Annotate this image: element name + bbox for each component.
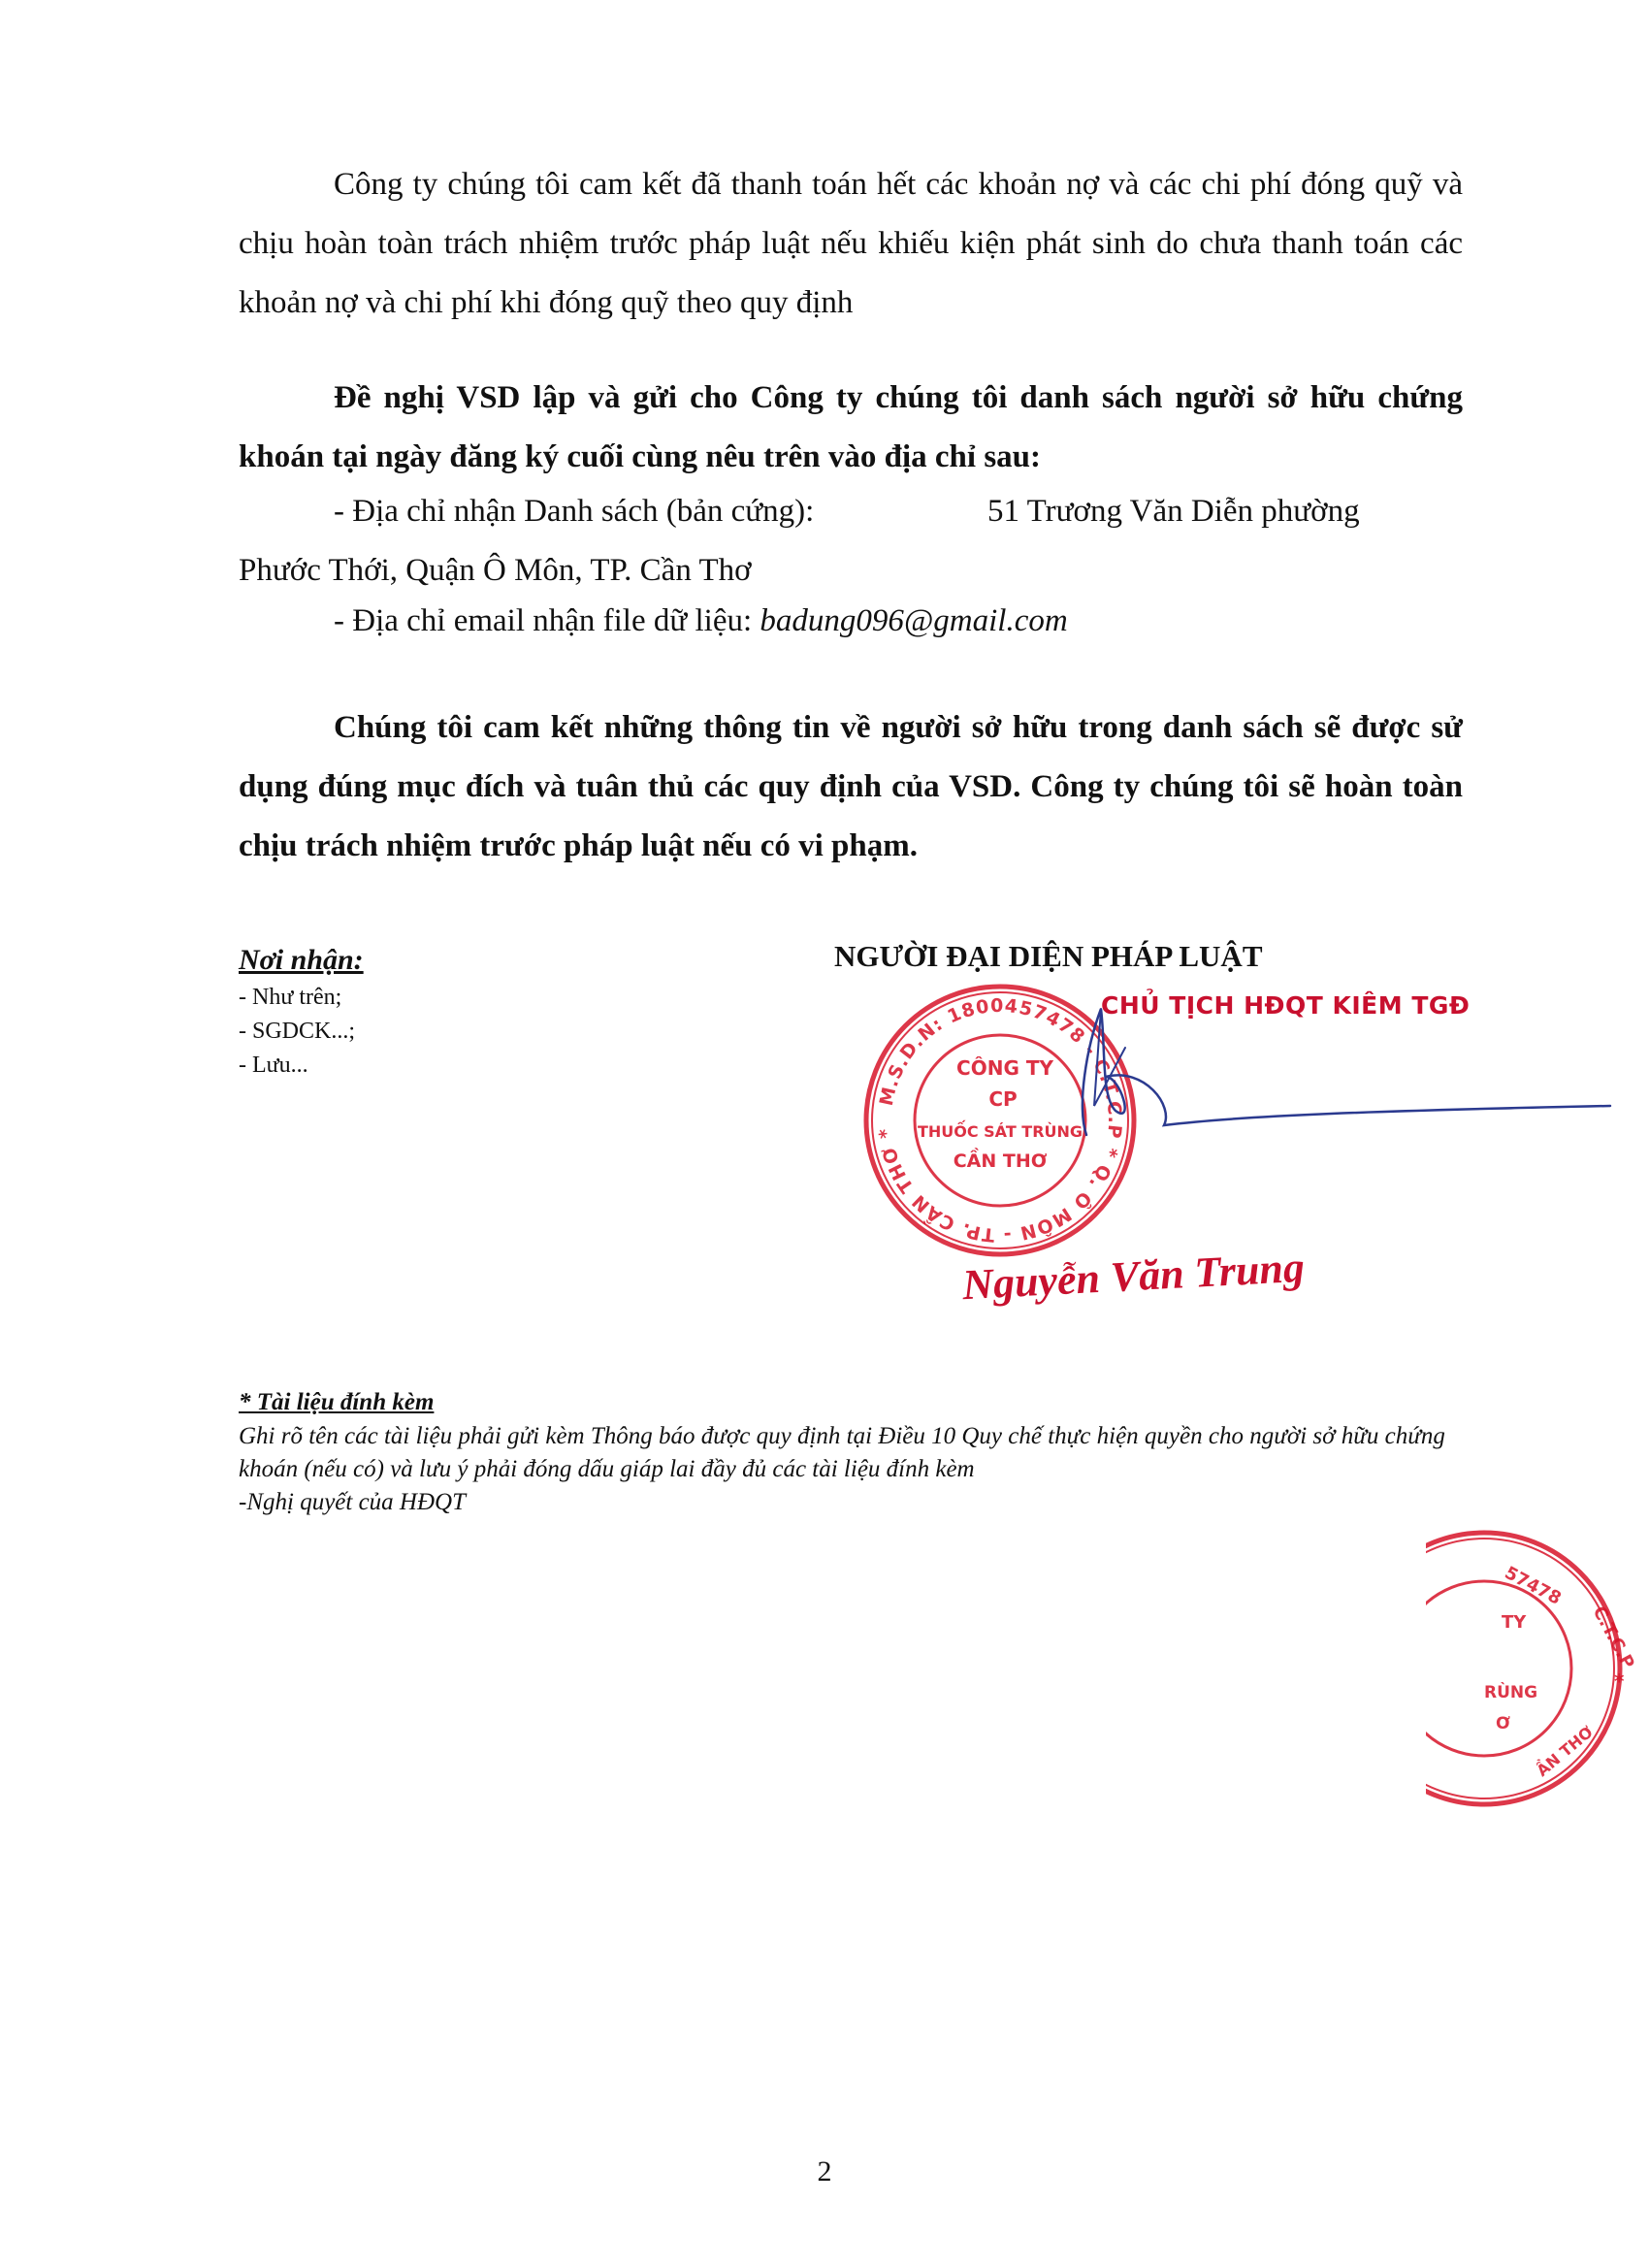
representative-role: CHỦ TỊCH HĐQT KIÊM TGĐ xyxy=(1101,991,1471,1020)
email-value: badung096@gmail.com xyxy=(760,603,1068,638)
svg-text:*: * xyxy=(1614,1669,1625,1693)
attachments-item: -Nghị quyết của HĐQT xyxy=(239,1489,466,1515)
stamp-line-company: CÔNG TY xyxy=(956,1056,1053,1080)
margin-seal-stamp xyxy=(1426,1504,1649,1833)
recipient-item: - SGDCK...; xyxy=(239,1019,356,1044)
svg-text:ẦN THƠ: ẦN THƠ xyxy=(1533,1722,1597,1781)
hardcopy-address-value-cont: Phước Thới, Quận Ô Môn, TP. Cần Thơ xyxy=(239,553,752,588)
page-number: 2 xyxy=(817,2155,832,2187)
svg-text:57478: 57478 xyxy=(1501,1562,1565,1609)
attachments-title: * Tài liệu đính kèm xyxy=(239,1389,435,1415)
signer-name: Nguyễn Văn Trung xyxy=(960,1243,1306,1310)
recipient-item: - Lưu... xyxy=(239,1053,308,1078)
stamp-line-name: THUỐC SÁT TRÙNG xyxy=(917,1122,1083,1141)
commitment-debts-paragraph: Công ty chúng tôi cam kết đã thanh toán hết các khoản nợ và các chi phí đóng quỹ và chịu hoàn toàn trách nhiệm trước pháp luật nếu khiếu kiện phát sinh do chưa thanh toán các khoản nợ và chi phí khi đóng quỹ theo quy định xyxy=(239,167,1463,320)
email-line xyxy=(334,592,1068,651)
commitment-usage-paragraph: Chúng tôi cam kết những thông tin về người sở hữu trong danh sách sẽ được sử dụng đúng mục đích và tuân thủ các quy định của VSD. Công ty chúng tôi sẽ hoàn toàn chịu trách nhiệm trước pháp luật nếu có vi phạm. xyxy=(239,710,1463,863)
svg-text:RÙNG: RÙNG xyxy=(1484,1683,1538,1702)
recipient-item: - Như trên; xyxy=(239,985,342,1010)
recipients-list xyxy=(239,981,355,1083)
legal-representative-title: NGƯỜI ĐẠI DIỆN PHÁP LUẬT xyxy=(834,939,1263,973)
svg-text:Ơ: Ơ xyxy=(1496,1714,1510,1733)
attachments-body xyxy=(239,1420,1471,1519)
stamp-line-cp: CP xyxy=(988,1087,1018,1111)
hardcopy-address-value: 51 Trương Văn Diễn phường xyxy=(987,494,1360,529)
attachments-description: Ghi rõ tên các tài liệu phải gửi kèm Thông báo được quy định tại Điều 10 Quy chế thực hiện quyền cho người sở hữu chứng khoán (nếu có) và lưu ý phải đóng dấu giáp lai đầy đủ các tài liệu đính kèm xyxy=(239,1423,1445,1482)
stamp-line-city: CẦN THƠ xyxy=(953,1150,1048,1172)
svg-text:C.T.C.P: C.T.C.P xyxy=(1588,1603,1638,1672)
hardcopy-address-label: - Địa chỉ nhận Danh sách (bản cứng): xyxy=(334,494,815,529)
handwritten-signature xyxy=(1009,989,1630,1193)
request-vsd-paragraph: Đề nghị VSD lập và gửi cho Công ty chúng tôi danh sách người sở hữu chứng khoán tại ngày đăng ký cuối cùng nêu trên vào địa chỉ sau: xyxy=(239,380,1463,474)
email-label: - Địa chỉ email nhận file dữ liệu: xyxy=(334,603,753,638)
recipients-title: Nơi nhận: xyxy=(239,944,364,976)
stamp-ring-text: M.S.D.N: 1800457478 - C.T.C.P * Q. Ô MÔN - TP. CẦN THƠ * xyxy=(875,994,1126,1247)
svg-text:TY: TY xyxy=(1502,1612,1527,1633)
